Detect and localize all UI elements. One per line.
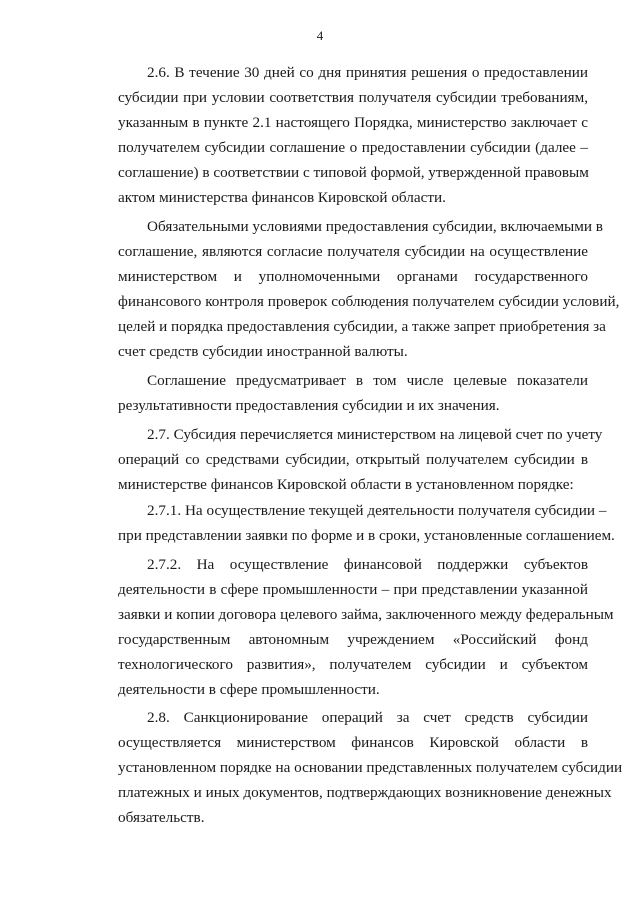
text-line: установленном порядке на основании представленных получателем субсидии — [118, 759, 623, 776]
text-line: обязательств. — [118, 809, 205, 826]
text-line: счет средств субсидии иностранной валюты. — [118, 343, 408, 360]
text-line: субсидии при условии соответствия получателя субсидии требованиям, — [118, 89, 588, 106]
text-line: Соглашение предусматривает в том числе целевые показатели — [147, 372, 588, 389]
text-line: технологического развития», получателем субсидии и субъектом — [118, 656, 588, 673]
text-line: указанным в пункте 2.1 настоящего Порядка, министерство заключает с — [118, 114, 588, 131]
text-line: платежных и иных документов, подтверждающих возникновение денежных — [118, 784, 612, 801]
text-line: государственным автономным учреждением «Российский фонд — [118, 631, 588, 648]
text-line: 2.7. Субсидия перечисляется министерством на лицевой счет по учету — [147, 426, 603, 443]
text-line: соглашение, являются согласие получателя субсидии на осуществление — [118, 243, 588, 260]
text-line: операций со средствами субсидии, открытый получателем субсидии в — [118, 451, 588, 468]
text-line: министерством и уполномоченными органами государственного — [118, 268, 588, 285]
text-line: результативности предоставления субсидии и их значения. — [118, 397, 500, 414]
text-line: 2.7.1. На осуществление текущей деятельности получателя субсидии – — [147, 502, 607, 519]
text-line: министерстве финансов Кировской области в установленном порядке: — [118, 476, 574, 493]
text-line: 2.8. Санкционирование операций за счет средств субсидии — [147, 709, 588, 726]
text-line: получателем субсидии соглашение о предоставлении субсидии (далее – — [118, 139, 588, 156]
page-number: 4 — [316, 28, 324, 43]
text-line: 2.7.2. На осуществление финансовой поддержки субъектов — [147, 556, 588, 573]
text-line: деятельности в сфере промышленности – при представлении указанной — [118, 581, 588, 598]
text-line: деятельности в сфере промышленности. — [118, 681, 380, 698]
text-line: 2.6. В течение 30 дней со дня принятия решения о предоставлении — [147, 64, 588, 81]
text-line: осуществляется министерством финансов Кировской области в — [118, 734, 588, 751]
text-line: Обязательными условиями предоставления субсидии, включаемыми в — [147, 218, 603, 235]
text-line: заявки и копии договора целевого займа, заключенного между федеральным — [118, 606, 614, 623]
text-line: соглашение) в соответствии с типовой формой, утвержденной правовым — [118, 164, 589, 181]
text-line: актом министерства финансов Кировской области. — [118, 189, 446, 206]
text-line: при представлении заявки по форме и в сроки, установленные соглашением. — [118, 527, 615, 544]
text-line: целей и порядка предоставления субсидии, а также запрет приобретения за — [118, 318, 606, 335]
text-line: финансового контроля проверок соблюдения получателем субсидии условий, — [118, 293, 620, 310]
